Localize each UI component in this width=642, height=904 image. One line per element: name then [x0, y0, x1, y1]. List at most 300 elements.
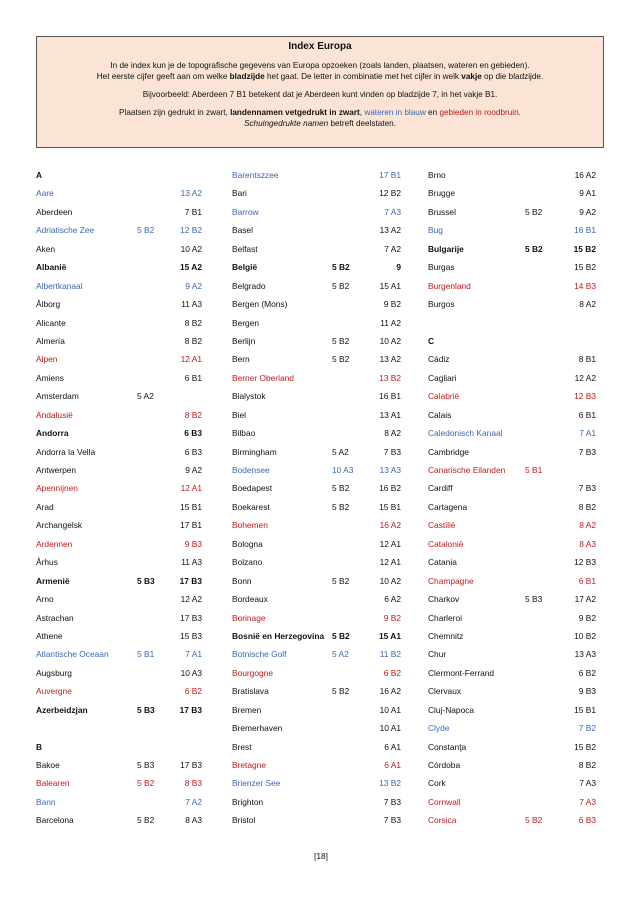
entry-page-ref: 7 A2 — [185, 796, 202, 807]
entry-page-ref: 13 A1 — [379, 409, 401, 420]
entry-page-ref: 8 B2 — [184, 409, 202, 420]
entry-name: Brno — [428, 170, 446, 180]
entry-page-ref: 6 A1 — [384, 741, 401, 752]
index-entry — [428, 572, 596, 590]
entry-page-ref: 7 A1 — [185, 649, 202, 660]
entry-name: Champagne — [428, 575, 474, 586]
index-entry — [36, 424, 202, 442]
entry-page-ref: 6 B2 — [578, 667, 596, 678]
index-entry — [36, 184, 202, 202]
entry-name: Berlijn — [232, 335, 256, 346]
index-entry — [36, 258, 202, 276]
entry-name: Aberdeen — [36, 206, 73, 217]
entry-name: Albanië — [36, 262, 67, 273]
index-entry — [36, 498, 202, 516]
entry-page-ref: 16 A2 — [574, 170, 596, 180]
entry-secondary-ref: 5 B2 — [332, 501, 350, 512]
index-entry — [36, 516, 202, 534]
index-entry — [232, 609, 401, 627]
entry-page-ref: 6 B2 — [184, 686, 202, 697]
entry-page-ref: 7 B2 — [578, 723, 596, 734]
entry-name: Atlantische Oceaan — [36, 649, 109, 660]
entry-page-ref: 12 A1 — [379, 538, 401, 549]
index-entry — [232, 369, 401, 387]
index-column-1 — [36, 166, 202, 830]
index-entry — [36, 590, 202, 608]
entry-page-ref: 16 B1 — [379, 391, 401, 402]
entry-page-ref: 8 B1 — [578, 354, 596, 365]
legend-part: betreft deelstaten. — [328, 119, 397, 128]
entry-name: Barcelona — [36, 815, 74, 826]
entry-page-ref: 11 B2 — [379, 649, 401, 660]
entry-name: Berner Oberland — [232, 372, 294, 383]
entry-page-ref: 12 A2 — [574, 372, 596, 383]
index-entry — [36, 295, 202, 313]
entry-secondary-ref: 5 B1 — [525, 465, 543, 475]
index-entry — [232, 719, 401, 737]
index-entry — [232, 738, 401, 756]
entry-page-ref: 6 B1 — [184, 372, 202, 383]
index-entry — [36, 811, 202, 829]
entry-name: Castilië — [428, 520, 456, 531]
index-entry — [232, 166, 401, 184]
entry-name: Bulgarije — [428, 243, 464, 254]
index-letter-heading — [36, 738, 202, 756]
entry-name: Bretagne — [232, 760, 266, 770]
index-entry — [428, 645, 596, 663]
entry-name: Bug — [428, 225, 443, 236]
index-entry — [232, 664, 401, 682]
index-entry — [232, 479, 401, 497]
entry-page-ref: 7 B3 — [383, 796, 401, 807]
entry-name: Bristol — [232, 815, 256, 826]
entry-page-ref: 16 B2 — [379, 483, 401, 494]
entry-page-ref: 7 A3 — [579, 796, 596, 807]
entry-name: Augsburg — [36, 667, 72, 678]
index-entry — [36, 314, 202, 332]
entry-name: België — [232, 262, 258, 273]
entry-name: Auvergne — [36, 686, 72, 697]
entry-page-ref: 15 B3 — [180, 630, 202, 641]
entry-secondary-ref: 5 B2 — [525, 815, 543, 826]
index-entry — [428, 221, 596, 239]
entry-name: Cork — [428, 778, 446, 789]
legend-regions: gebieden in roodbruin — [439, 108, 519, 117]
entry-page-ref: 12 A2 — [180, 594, 202, 605]
entry-secondary-ref: 5 B2 — [137, 225, 155, 236]
entry-page-ref: 11 A2 — [380, 317, 401, 328]
entry-name: Bergen (Mons) — [232, 299, 288, 310]
index-entry — [36, 756, 202, 774]
entry-name: Bratislava — [232, 686, 269, 697]
entry-page-ref: 9 B2 — [383, 612, 401, 623]
entry-name: Corsica — [428, 815, 457, 826]
index-entry — [428, 738, 596, 756]
index-entry — [428, 553, 596, 571]
entry-name: Bodensee — [232, 465, 270, 475]
index-entry — [428, 258, 596, 276]
index-entry — [428, 627, 596, 645]
entry-page-ref: 17 A2 — [574, 594, 596, 605]
index-entry — [428, 314, 596, 332]
entry-page-ref: 7 B3 — [578, 483, 596, 494]
index-entry — [232, 221, 401, 239]
entry-page-ref: 17 B3 — [180, 612, 202, 623]
entry-secondary-ref: 5 B3 — [137, 760, 155, 770]
entry-page-ref: 14 B3 — [574, 280, 596, 291]
entry-page-ref: 8 B2 — [578, 760, 596, 770]
intro-bold-bladzijde: bladzijde — [229, 72, 265, 81]
entry-page-ref: 10 A3 — [180, 667, 202, 678]
entry-name: Bologna — [232, 538, 263, 549]
index-title: Index Europa — [288, 41, 352, 52]
entry-name: Clermont-Ferrand — [428, 667, 495, 678]
entry-page-ref: 6 B1 — [578, 575, 596, 586]
entry-name: Bann — [36, 796, 56, 807]
entry-page-ref: 16 A2 — [379, 520, 401, 531]
index-entry — [36, 609, 202, 627]
entry-page-ref: 8 B2 — [184, 317, 202, 328]
entry-name: Bilbao — [232, 428, 256, 439]
entry-page-ref: 13 A2 — [180, 188, 202, 199]
entry-name: Amiens — [36, 372, 64, 383]
entry-page-ref: 8 A2 — [384, 428, 401, 439]
index-entry — [36, 664, 202, 682]
entry-page-ref: 10 A2 — [180, 243, 202, 254]
entry-page-ref: 7 A2 — [384, 243, 401, 254]
index-entry — [232, 203, 401, 221]
entry-name: Clervaux — [428, 686, 462, 697]
legend-states: Schuingedrukte namen — [243, 119, 329, 128]
index-entry — [428, 774, 596, 792]
index-entry — [36, 332, 202, 350]
entry-secondary-ref: 5 B2 — [332, 630, 350, 641]
legend-countries: landennamen vetgedrukt in zwart — [230, 108, 360, 117]
entry-page-ref: 9 B2 — [578, 612, 596, 623]
entry-name: Aken — [36, 243, 56, 254]
index-entry — [232, 332, 401, 350]
index-entry — [232, 553, 401, 571]
index-entry — [232, 184, 401, 202]
entry-page-ref: 7 B1 — [184, 206, 202, 217]
index-entry — [232, 498, 401, 516]
index-entry — [428, 443, 596, 461]
entry-page-ref: 10 B2 — [574, 630, 596, 641]
index-entry — [36, 461, 202, 479]
entry-page-ref: 10 A1 — [379, 704, 401, 715]
entry-page-ref: 13 B2 — [379, 372, 401, 383]
entry-page-ref: 8 B3 — [184, 778, 202, 789]
entry-page-ref: 9 A2 — [185, 465, 202, 475]
entry-name: Caledonisch Kanaal — [428, 428, 503, 439]
intro-line-2-part: het gaat. De letter in combinatie met het cijfer in welk — [264, 72, 462, 81]
entry-name: Cartagena — [428, 501, 468, 512]
entry-page-ref: 10 A1 — [379, 723, 401, 734]
index-entry — [36, 627, 202, 645]
entry-page-ref: 10 A2 — [379, 335, 401, 346]
entry-name: Burgos — [428, 299, 455, 310]
entry-page-ref: 13 B2 — [379, 778, 401, 789]
intro-line-1: In de index kun je de topografische gegevens van Europa opzoeken (zoals landen, plaatsen, wateren en gebieden). — [110, 61, 530, 70]
index-entry — [232, 645, 401, 663]
entry-page-ref: 13 A2 — [379, 225, 401, 236]
entry-name: Bremerhaven — [232, 723, 283, 734]
index-entry — [428, 701, 596, 719]
entry-name: Cagliari — [428, 372, 457, 383]
entry-page-ref: 9 A1 — [579, 188, 596, 199]
index-entry — [428, 424, 596, 442]
entry-secondary-ref: 5 B2 — [332, 262, 350, 273]
entry-page-ref: 13 A3 — [574, 649, 596, 660]
index-entry — [428, 590, 596, 608]
entry-page-ref: 7 B3 — [383, 815, 401, 826]
entry-name: Armenië — [36, 575, 70, 586]
entry-name: Arno — [36, 594, 54, 605]
entry-secondary-ref: 10 A3 — [332, 465, 354, 475]
entry-page-ref: 15 A2 — [179, 262, 202, 273]
entry-page-ref: 13 A2 — [379, 354, 401, 365]
entry-name: Bari — [232, 188, 247, 199]
entry-name: Brussel — [428, 206, 456, 217]
index-entry — [232, 387, 401, 405]
entry-secondary-ref: 5 B1 — [137, 649, 155, 660]
entry-name: Boedapest — [232, 483, 273, 494]
index-entry — [232, 240, 401, 258]
entry-page-ref: 6 A2 — [384, 594, 401, 605]
entry-name: Barentszzee — [232, 170, 279, 180]
entry-page-ref: 11 A3 — [181, 299, 202, 310]
index-entry — [232, 406, 401, 424]
index-letter-heading — [428, 332, 596, 350]
entry-page-ref: 7 B3 — [383, 446, 401, 457]
entry-name: Azerbeidzjan — [36, 704, 88, 715]
entry-name: Bergen — [232, 317, 260, 328]
index-entry — [36, 719, 202, 737]
entry-name: Brighton — [232, 796, 264, 807]
entry-page-ref: 17 B3 — [179, 575, 202, 586]
entry-page-ref: 15 A1 — [378, 630, 401, 641]
entry-name: Biel — [232, 409, 246, 420]
entry-page-ref: 6 B3 — [184, 428, 202, 439]
entry-name: Aare — [36, 188, 54, 199]
index-entry — [232, 295, 401, 313]
entry-secondary-ref: 5 B2 — [332, 280, 350, 291]
entry-name: Århus — [36, 557, 58, 568]
legend-waters: wateren in blauw — [364, 108, 426, 117]
entry-name: A — [36, 170, 43, 180]
index-entry — [36, 277, 202, 295]
index-entry — [232, 793, 401, 811]
index-entry — [428, 609, 596, 627]
index-entry — [232, 682, 401, 700]
entry-name: Adriatische Zee — [36, 225, 95, 236]
index-entry — [36, 443, 202, 461]
entry-page-ref: 6 A1 — [384, 760, 401, 770]
index-entry — [232, 424, 401, 442]
intro-bold-vakje: vakje — [461, 72, 482, 81]
index-entry — [428, 406, 596, 424]
legend-text — [37, 107, 603, 129]
entry-name: Catalonië — [428, 538, 464, 549]
entry-page-ref: 12 B3 — [574, 391, 596, 402]
entry-secondary-ref: 5 B2 — [332, 686, 350, 697]
entry-page-ref: 13 A3 — [379, 465, 401, 475]
entry-page-ref: 12 B2 — [379, 188, 401, 199]
entry-name: Chemnitz — [428, 630, 464, 641]
entry-page-ref: 17 B1 — [180, 520, 202, 531]
page-number: [18] — [314, 851, 328, 861]
index-entry — [232, 277, 401, 295]
legend-part: en — [425, 108, 440, 117]
entry-name: Amsterdam — [36, 391, 79, 402]
entry-name: Barrow — [232, 206, 259, 217]
entry-page-ref: 12 A1 — [180, 354, 202, 365]
entry-page-ref: 17 B3 — [179, 704, 202, 715]
index-entry — [428, 184, 596, 202]
index-entry — [232, 314, 401, 332]
entry-page-ref: 15 B1 — [379, 501, 401, 512]
index-entry — [36, 350, 202, 368]
entry-name: Canarische Eilanden — [428, 465, 506, 475]
entry-name: Calabrië — [428, 391, 460, 402]
entry-name: Archangelsk — [36, 520, 83, 531]
index-entry — [428, 387, 596, 405]
entry-name: Brienzer See — [232, 778, 281, 789]
entry-name: Bakoe — [36, 760, 60, 770]
entry-page-ref: 15 B1 — [180, 501, 202, 512]
index-entry — [428, 479, 596, 497]
entry-name: Basel — [232, 225, 253, 236]
entry-page-ref: 7 A3 — [384, 206, 401, 217]
entry-page-ref: 7 A1 — [579, 428, 596, 439]
legend-part: Plaatsen zijn gedrukt in zwart, — [119, 108, 231, 117]
index-entry — [36, 535, 202, 553]
entry-secondary-ref: 5 B3 — [137, 704, 155, 715]
entry-page-ref: 15 B2 — [573, 243, 596, 254]
legend-part: , — [359, 108, 365, 117]
index-entry — [232, 811, 401, 829]
entry-page-ref: 8 B2 — [184, 335, 202, 346]
index-entry — [232, 350, 401, 368]
index-entry — [428, 756, 596, 774]
entry-name: Charleroi — [428, 612, 462, 623]
index-entry — [232, 774, 401, 792]
entry-page-ref: 12 A1 — [180, 483, 202, 494]
example-text: Bijvoorbeeld: Aberdeen 7 B1 betekent dat je Aberdeen kunt vinden op bladzijde 7, in het vakje B1. — [142, 90, 498, 99]
entry-page-ref: 8 A3 — [185, 815, 202, 826]
legend-line-2 — [37, 118, 603, 129]
entry-page-ref: 8 A3 — [579, 538, 596, 549]
entry-page-ref: 8 A2 — [579, 520, 596, 531]
entry-name: Albertkanaal — [36, 280, 83, 291]
index-entry — [36, 701, 202, 719]
entry-page-ref: 8 B2 — [578, 501, 596, 512]
entry-name: Cluj-Napoca — [428, 704, 475, 715]
index-entry — [232, 535, 401, 553]
index-entry — [428, 535, 596, 553]
entry-secondary-ref: 5 B2 — [332, 335, 350, 346]
entry-secondary-ref: 5 B2 — [525, 243, 543, 254]
index-entry — [232, 461, 401, 479]
entry-name: Chur — [428, 649, 447, 660]
entry-name: Alpen — [36, 354, 58, 365]
entry-secondary-ref: 5 A2 — [332, 446, 349, 457]
entry-name: Charkov — [428, 594, 460, 605]
entry-page-ref: 7 B3 — [578, 446, 596, 457]
index-entry — [232, 590, 401, 608]
intro-line-2-part: op die bladzijde. — [481, 72, 544, 81]
index-entry — [36, 774, 202, 792]
entry-name: Cambridge — [428, 446, 469, 457]
entry-secondary-ref: 5 B2 — [137, 778, 155, 789]
entry-page-ref: 12 B3 — [574, 557, 596, 568]
entry-name: Catania — [428, 557, 457, 568]
entry-page-ref: 11 A3 — [181, 557, 202, 568]
index-entry — [428, 240, 596, 258]
entry-name: Bern — [232, 354, 250, 365]
entry-page-ref: 16 B1 — [574, 225, 596, 236]
index-entry — [428, 793, 596, 811]
entry-name: Ålborg — [36, 299, 61, 310]
entry-name: Alicante — [36, 317, 66, 328]
entry-name: Andorra — [36, 428, 69, 439]
entry-name: Burgas — [428, 262, 455, 273]
entry-name: Borinage — [232, 612, 266, 623]
entry-name: Brest — [232, 741, 252, 752]
entry-name: Apennijnen — [36, 483, 78, 494]
entry-name: Balearen — [36, 778, 70, 789]
index-entry — [36, 479, 202, 497]
entry-page-ref: 8 A2 — [579, 299, 596, 310]
index-entry — [232, 443, 401, 461]
index-entry — [428, 664, 596, 682]
entry-page-ref: 9 A2 — [185, 280, 202, 291]
entry-name: Bonn — [232, 575, 252, 586]
entry-name: Bohemen — [232, 520, 268, 531]
entry-name: Calais — [428, 409, 452, 420]
legend-line-1 — [37, 107, 603, 118]
entry-page-ref: 9 B3 — [184, 538, 202, 549]
entry-name: Botnische Golf — [232, 649, 287, 660]
index-entry — [36, 221, 202, 239]
entry-name: Belgrado — [232, 280, 266, 291]
entry-secondary-ref: 5 B2 — [137, 815, 155, 826]
entry-secondary-ref: 5 B2 — [332, 354, 350, 365]
index-entry — [428, 461, 596, 479]
entry-page-ref: 12 A1 — [379, 557, 401, 568]
index-entry — [428, 516, 596, 534]
index-entry — [36, 682, 202, 700]
entry-name: Brugge — [428, 188, 456, 199]
entry-name: Astrachan — [36, 612, 74, 623]
entry-page-ref: 7 A3 — [579, 778, 596, 789]
entry-secondary-ref: 5 A2 — [332, 649, 349, 660]
index-entry — [36, 369, 202, 387]
index-entry — [428, 682, 596, 700]
index-entry — [428, 719, 596, 737]
index-entry — [428, 166, 596, 184]
index-entry — [36, 406, 202, 424]
index-entry — [36, 572, 202, 590]
entry-page-ref: 6 B1 — [578, 409, 596, 420]
entry-page-ref: 16 A2 — [379, 686, 401, 697]
index-entry — [232, 516, 401, 534]
entry-page-ref: 9 B3 — [578, 686, 596, 697]
entry-page-ref: 9 — [396, 262, 401, 273]
entry-name: Andalusië — [36, 409, 73, 420]
index-entry — [428, 277, 596, 295]
intro-text — [37, 60, 603, 82]
